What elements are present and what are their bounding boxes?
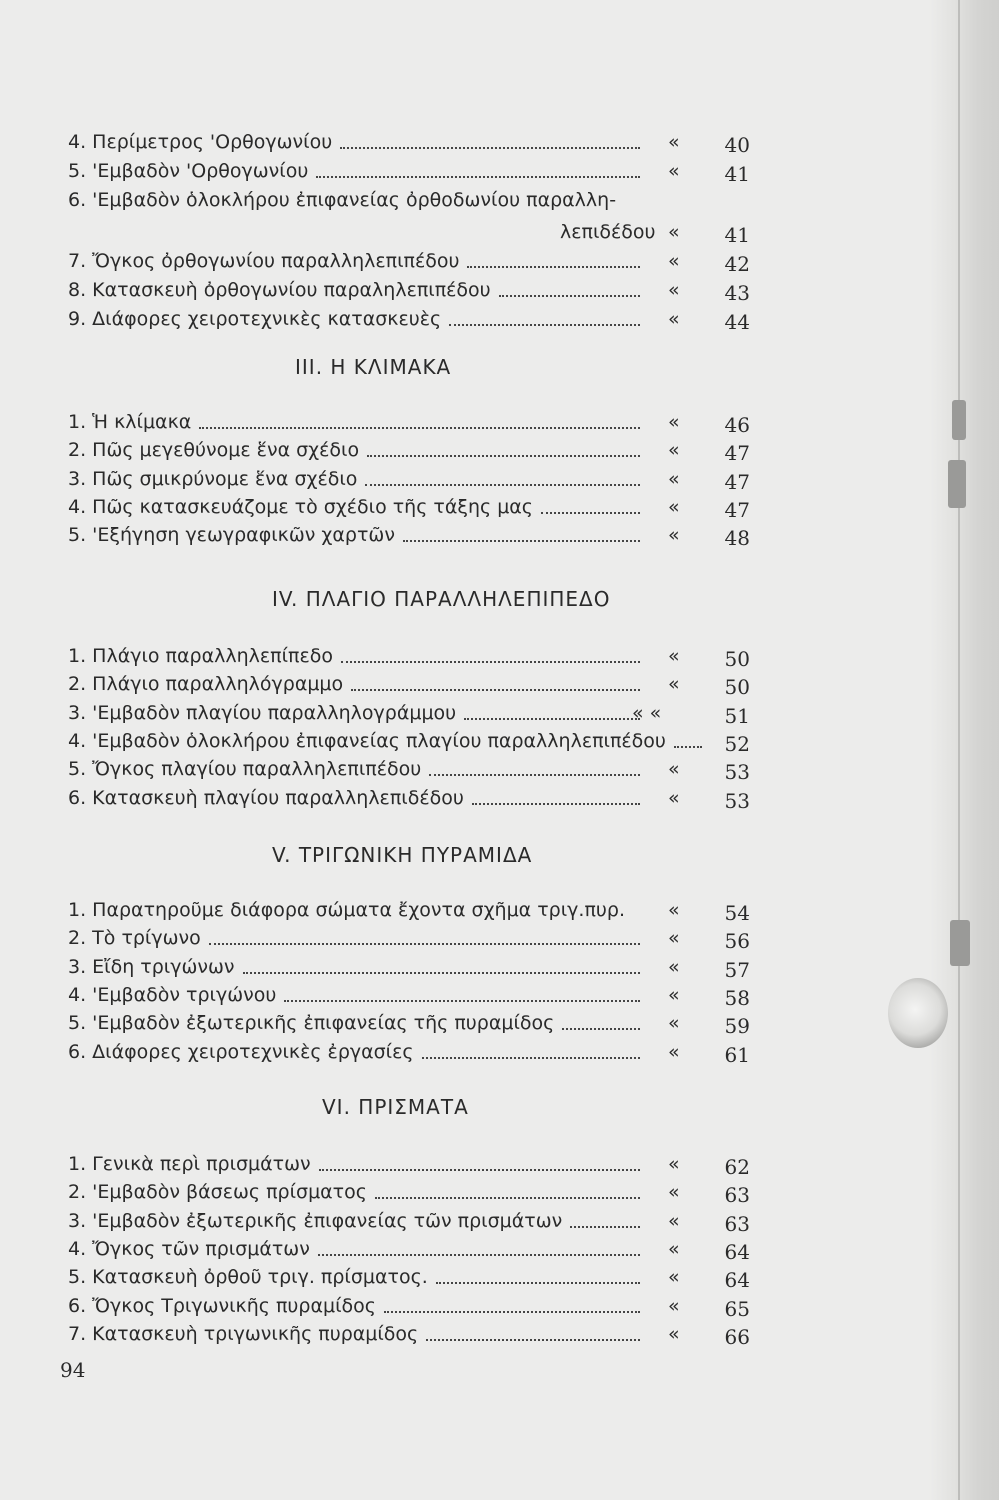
dot-leader — [243, 972, 640, 974]
toc-entry — [68, 955, 235, 979]
page-ref: 53 — [724, 760, 750, 785]
page-ref: 54 — [724, 901, 750, 925]
dot-leader — [429, 774, 640, 776]
dot-leader — [318, 1254, 640, 1256]
toc-entry-label: 4. 'Εμβαδὸν ὁλοκλήρου ἐπιφανείας πλαγίου παραλληλεπιπέδου — [68, 729, 666, 752]
ditto-mark: « — [668, 673, 680, 696]
page-ref: 51 — [724, 703, 750, 728]
page-ref: 46 — [724, 413, 750, 437]
dot-leader — [284, 1000, 640, 1002]
toc-entry-label: 3. 'Εμβαδὸν ἐξωτερικῆς ἐπιφανείας τῶν πρισμάτων — [68, 1209, 563, 1232]
toc-entry-label: 5. 'Εμβαδὸν 'Ορθογωνίου — [68, 160, 309, 182]
dot-leader — [499, 295, 640, 297]
dot-leader — [340, 147, 640, 149]
dot-leader — [365, 484, 640, 486]
ditto-mark: « — [668, 308, 680, 330]
ditto-mark: « — [668, 1294, 680, 1317]
toc-entry-label: 5. 'Εξήγηση γεωγραφικῶν χαρτῶν — [68, 524, 395, 547]
dot-leader — [464, 718, 640, 720]
dot-leader — [384, 1311, 640, 1313]
toc-entry-label: 9. Διάφορες χειροτεχνικὲς κατασκευὲς — [68, 308, 442, 330]
toc-entry — [68, 983, 276, 1007]
toc-entry-label: 4. Πῶς κατασκευάζομε τὸ σχέδιο τῆς τάξης μας — [68, 495, 533, 518]
page-ref: 48 — [724, 526, 750, 551]
dot-leader — [436, 1282, 640, 1284]
toc-entry-label: 2. 'Εμβαδὸν βάσεως πρίσματος — [68, 1181, 367, 1204]
dot-leader — [367, 455, 640, 457]
toc-entry — [68, 757, 421, 781]
page-ref: 56 — [724, 929, 750, 954]
toc-entry — [68, 523, 395, 547]
page-ref: 63 — [724, 1183, 750, 1208]
page-ref: 41 — [724, 162, 750, 186]
toc-entry-label: 7. Κατασκευὴ τριγωνικῆς πυραμίδος — [68, 1322, 419, 1345]
toc-entry-label: 3. 'Εμβαδὸν πλαγίου παραλληλογράμμου — [68, 701, 457, 724]
toc-entry-label: 5. 'Εμβαδὸν ἐξωτερικῆς ἐπιφανείας τῆς πυραμίδος — [68, 1012, 555, 1035]
toc-entry-label: 4. Ὄγκος τῶν πρισμάτων — [68, 1237, 310, 1260]
dot-leader — [467, 266, 640, 268]
page-ref: 58 — [724, 985, 750, 1010]
toc-entry — [68, 278, 491, 302]
dot-leader — [209, 943, 640, 945]
toc-entry — [68, 701, 456, 725]
toc-entry — [68, 1237, 310, 1261]
section-heading: VI. ΠΡΙΣΜΑΤΑ — [322, 1095, 469, 1119]
toc-entry — [68, 130, 332, 154]
ditto-mark: « — [668, 495, 680, 518]
ditto-mark: « — [668, 1012, 680, 1035]
page-ref: 47 — [724, 497, 750, 522]
toc-entry — [68, 307, 441, 331]
page-ref: 64 — [724, 1268, 750, 1293]
toc-entry-label: 6. 'Εμβαδὸν ὁλοκλήρου ἐπιφανείας ὀρθοδωνίου παραλλη- — [68, 189, 617, 211]
toc-entry — [68, 410, 191, 434]
ditto-mark: « — [668, 279, 680, 301]
page-ref: 53 — [724, 788, 750, 813]
dot-leader — [541, 512, 640, 514]
ditto-mark: « — [668, 1181, 680, 1204]
ditto-mark: « — [668, 899, 680, 921]
toc-entry — [68, 467, 357, 491]
toc-entry-label: 6. Κατασκευὴ πλαγίου παραλληλεπιδέδου — [68, 786, 464, 809]
toc-entry — [68, 1180, 367, 1204]
dot-leader — [375, 1197, 640, 1199]
toc-entry — [68, 1011, 554, 1035]
page-ref: 50 — [724, 647, 750, 671]
ditto-mark: « — [668, 131, 680, 153]
toc-entry-label: 4. 'Εμβαδὸν τριγώνου — [68, 983, 277, 1006]
page-ref: 64 — [724, 1239, 750, 1264]
ditto-mark: « — [668, 467, 680, 490]
section-heading: V. ΤΡΙΓΩΝΙΚΗ ΠΥΡΑΜΙΔΑ — [272, 843, 533, 867]
toc-entry-label: 2. Τὸ τρίγωνο — [68, 927, 201, 950]
section-heading: IV. ΠΛΑΓΙΟ ΠΑΡΑΛΛΗΛΕΠΙΠΕΔΟ — [272, 587, 611, 611]
toc-entry-label: 3. Πῶς σμικρύνομε ἕνα σχέδιο — [68, 467, 358, 490]
ditto-mark: « — [668, 439, 680, 462]
toc-entry — [68, 729, 666, 753]
page-ref: 44 — [724, 310, 750, 334]
toc-entry-label: 7. Ὄγκος ὀρθογωνίου παραλληλεπιπέδου — [68, 250, 460, 272]
ditto-mark: « — [668, 1237, 680, 1260]
dot-leader — [426, 1339, 640, 1341]
dot-leader — [472, 803, 640, 805]
dot-leader — [351, 689, 640, 691]
toc-entry-label: 5. Ὄγκος πλαγίου παραλληλεπιπέδου — [68, 758, 422, 781]
toc-entry-label: 1. Γενικὰ περὶ πρισμάτων — [68, 1153, 311, 1175]
dot-leader — [562, 1028, 640, 1030]
toc-entry — [68, 1209, 562, 1233]
toc-entry-continuation: λεπιδέδου — [560, 221, 656, 243]
toc-entry-label: 1. Παρατηροῦμε διάφορα σώματα ἔχοντα σχῆμα τριγ.πυρ. — [68, 899, 625, 921]
toc-entry-label: 3. Εἴδη τριγώνων — [68, 955, 235, 978]
toc-entry — [68, 438, 359, 462]
page-ref: 61 — [724, 1042, 750, 1067]
toc-entry — [68, 1322, 418, 1346]
page-ref: 66 — [724, 1324, 750, 1349]
page-ref: 42 — [724, 252, 750, 276]
dot-leader — [199, 427, 640, 429]
page-ref: 52 — [724, 731, 750, 756]
ditto-mark: « — [668, 645, 680, 667]
ditto-mark: « — [668, 955, 680, 978]
ditto-mark: « — [668, 1040, 680, 1063]
ditto-mark: « — [668, 1322, 680, 1345]
toc-entry — [68, 188, 616, 212]
dot-leader — [319, 1169, 640, 1171]
ditto-mark: « — [668, 983, 680, 1006]
dot-leader — [341, 661, 640, 663]
page-ref: 47 — [724, 441, 750, 466]
page-ref: 43 — [724, 281, 750, 305]
page-ref: 59 — [724, 1014, 750, 1039]
page-ref: 47 — [724, 469, 750, 494]
ditto-mark: « — [668, 160, 680, 182]
section-heading: ΙΙΙ. Η ΚΛΙΜΑΚΑ — [295, 355, 452, 379]
ditto-mark: « — [668, 1153, 680, 1175]
toc-entry-label: 2. Πῶς μεγεθύνομε ἕνα σχέδιο — [68, 439, 360, 462]
ditto-mark: « — [668, 524, 680, 547]
toc-entry-label: 1. Ἡ κλίμακα — [68, 411, 192, 433]
page-ref: 62 — [724, 1155, 750, 1179]
toc-entry — [68, 249, 459, 273]
toc-entry-label: 6. Ὄγκος Τριγωνικῆς πυραμίδος — [68, 1294, 376, 1317]
ditto-mark: « — [668, 250, 680, 272]
page-ref: 57 — [724, 957, 750, 982]
dot-leader — [403, 540, 640, 542]
dot-leader — [422, 1057, 640, 1059]
toc-entry — [68, 786, 464, 810]
page-ref: 41 — [724, 223, 750, 247]
dot-leader — [449, 324, 640, 326]
ditto-mark: « — [668, 758, 680, 781]
toc-entry — [68, 1152, 311, 1176]
page-ref: 65 — [724, 1296, 750, 1321]
dot-leader — [674, 746, 702, 748]
toc-entry-label: 4. Περίμετρος 'Ορθογωνίου — [68, 131, 333, 153]
toc-entry — [68, 926, 201, 950]
toc-entry-label: 2. Πλάγιο παραλληλόγραμμο — [68, 673, 344, 696]
page-ref: 63 — [724, 1211, 750, 1236]
dot-leader — [316, 176, 640, 178]
toc-entry-label: 6. Διάφορες χειροτεχνικὲς ἐργασίες — [68, 1040, 414, 1063]
toc-entry — [68, 1040, 414, 1064]
ditto-mark: « — [668, 221, 680, 243]
toc-entry-label: 5. Κατασκευὴ ὀρθοῦ τριγ. πρίσματος. — [68, 1266, 428, 1289]
dot-leader — [570, 1226, 640, 1228]
ditto-mark: « — [668, 411, 680, 433]
toc-entry — [68, 1294, 376, 1318]
toc-entry — [68, 495, 533, 519]
toc-entry — [68, 672, 343, 696]
page-ref: 40 — [724, 133, 750, 157]
toc-entry-label: 8. Κατασκευὴ ὀρθογωνίου παραληλεπιπέδου — [68, 279, 491, 301]
ditto-mark: « — [668, 786, 680, 809]
ditto-mark: « « — [632, 701, 662, 724]
page-ref: 50 — [724, 675, 750, 700]
toc-entry — [68, 898, 625, 922]
page-number: 94 — [60, 1358, 86, 1382]
ditto-mark: « — [668, 1266, 680, 1289]
toc-entry — [68, 644, 333, 668]
toc-entry — [68, 159, 308, 183]
ditto-mark: « — [668, 927, 680, 950]
ditto-mark: « — [668, 1209, 680, 1232]
toc-entry-label: 1. Πλάγιο παραλληλεπίπεδο — [68, 645, 333, 667]
toc-entry — [68, 1265, 428, 1289]
